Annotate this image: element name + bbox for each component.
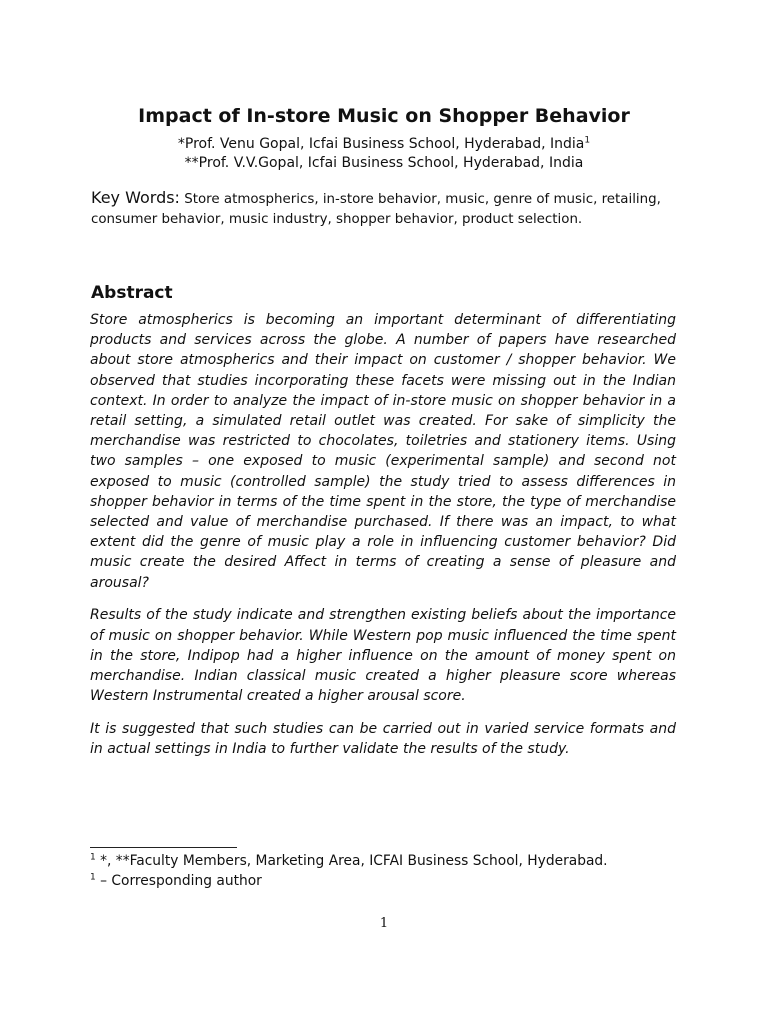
keywords-text: Store atmospherics, in-store behavior, music, genre of music, retailing, consumer behavior, music industry, shopper behavior, product selection. [91, 192, 661, 227]
footnote-2 [90, 871, 690, 891]
footnote-1-mark: 1 [90, 852, 96, 863]
footnotes [90, 851, 690, 891]
keywords-label: Key Words: [91, 188, 180, 207]
footnote-divider [90, 847, 237, 848]
footnote-2-mark: 1 [90, 872, 96, 883]
footnote-1-text: *, **Faculty Members, Marketing Area, ICFAI Business School, Hyderabad. [95, 853, 608, 869]
footnote-1 [90, 851, 690, 871]
author-2-name: **Prof. V.V.Gopal, Icfai Business School, Hyderabad, India [184, 155, 584, 171]
abstract-paragraph-3: It is suggested that such studies can be carried out in varied service formats and in actual settings in India to further validate the results of the study. [90, 720, 676, 758]
author-block [0, 135, 768, 173]
author-line-1 [0, 135, 768, 154]
paper-title: Impact of In-store Music on Shopper Behavior [138, 105, 630, 127]
page-number: 1 [379, 916, 389, 931]
author-line-2 [0, 154, 768, 173]
abstract-paragraph-1: Store atmospherics is becoming an important determinant of differentiating products and services across the globe. A number of papers have researched about store atmospherics and their impact on customer / shopper behavior. We observed that studies incorporating these facets were missing out in the Indian context. In order to analyze the impact of in-store music on shopper behavior in a retail setting, a simulated retail outlet was created. For sake of simplicity the merchandise was restricted to chocolates, toiletries and stationery items. Using two samples – one exposed to music (experimental sample) and second not exposed to music (controlled sample) the study tried to assess differences in shopper behavior in terms of the time spent in the store, the type of merchandise selected and value of merchandise purchased. If there was an impact, to what extent did the genre of music play a role in influencing customer behavior? Did music create the desired Affect in terms of creating a sense of pleasure and arousal? [90, 312, 676, 591]
abstract-paragraph-2: Results of the study indicate and strengthen existing beliefs about the importance of music on shopper behavior. While Western pop music influenced the time spent in the store, Indipop had a higher influence on the amount of money spent on merchandise. Indian classical music created a higher pleasure score whereas Western Instrumental created a higher arousal score. [90, 607, 676, 705]
abstract-body [90, 310, 676, 772]
author-1-name: *Prof. Venu Gopal, Icfai Business School, Hyderabad, India [177, 136, 585, 152]
footnote-2-text: – Corresponding author [95, 873, 262, 889]
author-1-footnote-mark: 1 [584, 135, 591, 146]
keywords-block [91, 188, 681, 230]
abstract-heading: Abstract [91, 283, 173, 303]
